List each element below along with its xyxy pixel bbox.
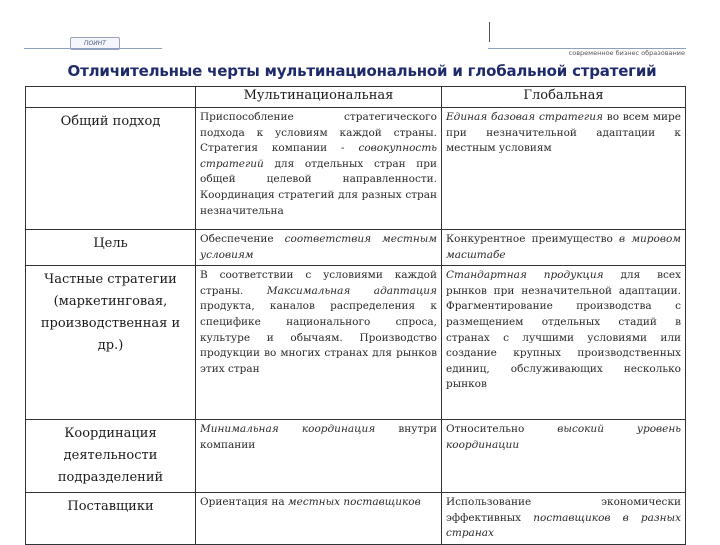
global-cell (442, 230, 686, 266)
emphasized-text: Единая базовая стратегия (446, 111, 603, 123)
global-cell (442, 108, 686, 230)
multinational-cell (196, 420, 442, 493)
cell-text: для отдельных стран при общей целевой направленности. Координация стратегий для разных стран незначительна (200, 157, 437, 217)
cell-text: во всем мире при незначительной адаптации к местным условиям (446, 111, 681, 155)
table-header-row (26, 87, 686, 108)
row-label: Цель (26, 230, 196, 266)
emphasized-text: Стандартная продукция (446, 269, 604, 282)
row-label: Поставщики (26, 493, 196, 545)
cell-text: внутри компании (200, 423, 437, 451)
cell-text: Приспособление стратегического подхода к условиям каждой страны. Стратегия компании - (200, 111, 437, 155)
emphasized-text: Минимальная координация (200, 423, 376, 436)
emphasized-text: в мировом масштабе (446, 233, 681, 261)
emphasized-text: соответствия местным условиям (200, 233, 437, 261)
row-label: Частные стратегии (маркетинговая, производственная и др.) (26, 266, 196, 420)
cell-text: Относительно (446, 423, 558, 436)
table-row (26, 493, 686, 545)
global-cell (442, 493, 686, 545)
table-row (26, 420, 686, 493)
emphasized-text: поставщиков в разных странах (446, 511, 681, 540)
emphasized-text: высокий уровень координации (446, 423, 681, 451)
cell-text: Конкурентное преимущество (446, 233, 620, 245)
cell-text: В соответствии с условиями каждой страны. (200, 269, 437, 297)
emphasized-text: местных поставщиков (287, 496, 421, 509)
global-cell (442, 420, 686, 493)
slide-title: Отличительные черты мультинациональной и глобальной стратегий (67, 62, 657, 80)
emphasized-text: совокупность стратегий (200, 142, 437, 170)
column-header-empty (26, 87, 196, 108)
company-logo: ПОИНТ (70, 37, 120, 50)
table-row (26, 108, 686, 230)
column-header-multinational: Мультинациональная (196, 87, 442, 108)
cell-text: Обеспечение (200, 233, 285, 245)
table-body (26, 108, 686, 545)
multinational-cell (196, 108, 442, 230)
cell-text: продукта, каналов распределения к специфике национального спроса, культуре и обычаям. Производство продукции во многих странах для рынков этих стран (200, 300, 437, 375)
row-label: Общий подход (26, 108, 196, 230)
emphasized-text: Максимальная адаптация (266, 284, 437, 297)
table-row (26, 266, 686, 420)
table-row (26, 230, 686, 266)
comparison-table (25, 86, 686, 545)
cell-text: Ориентация на (200, 496, 288, 509)
header-tagline: современное бизнес образование (568, 49, 685, 57)
multinational-cell (196, 230, 442, 266)
cell-text: Использование экономически эффективных (446, 496, 681, 524)
multinational-cell (196, 266, 442, 420)
row-label: Координация деятельности подразделений (26, 420, 196, 493)
header-divider (489, 22, 490, 42)
multinational-cell (196, 493, 442, 545)
cell-text: для всех рынков при незначительной адаптации. Фрагментирование производства с размещением отдельных стадий в странах с лучшими условиями или создание крупных производственных единиц, обслуживающих несколько рынков (446, 269, 681, 391)
column-header-global: Глобальная (442, 87, 686, 108)
global-cell (442, 266, 686, 420)
header-rule-left (24, 48, 162, 49)
